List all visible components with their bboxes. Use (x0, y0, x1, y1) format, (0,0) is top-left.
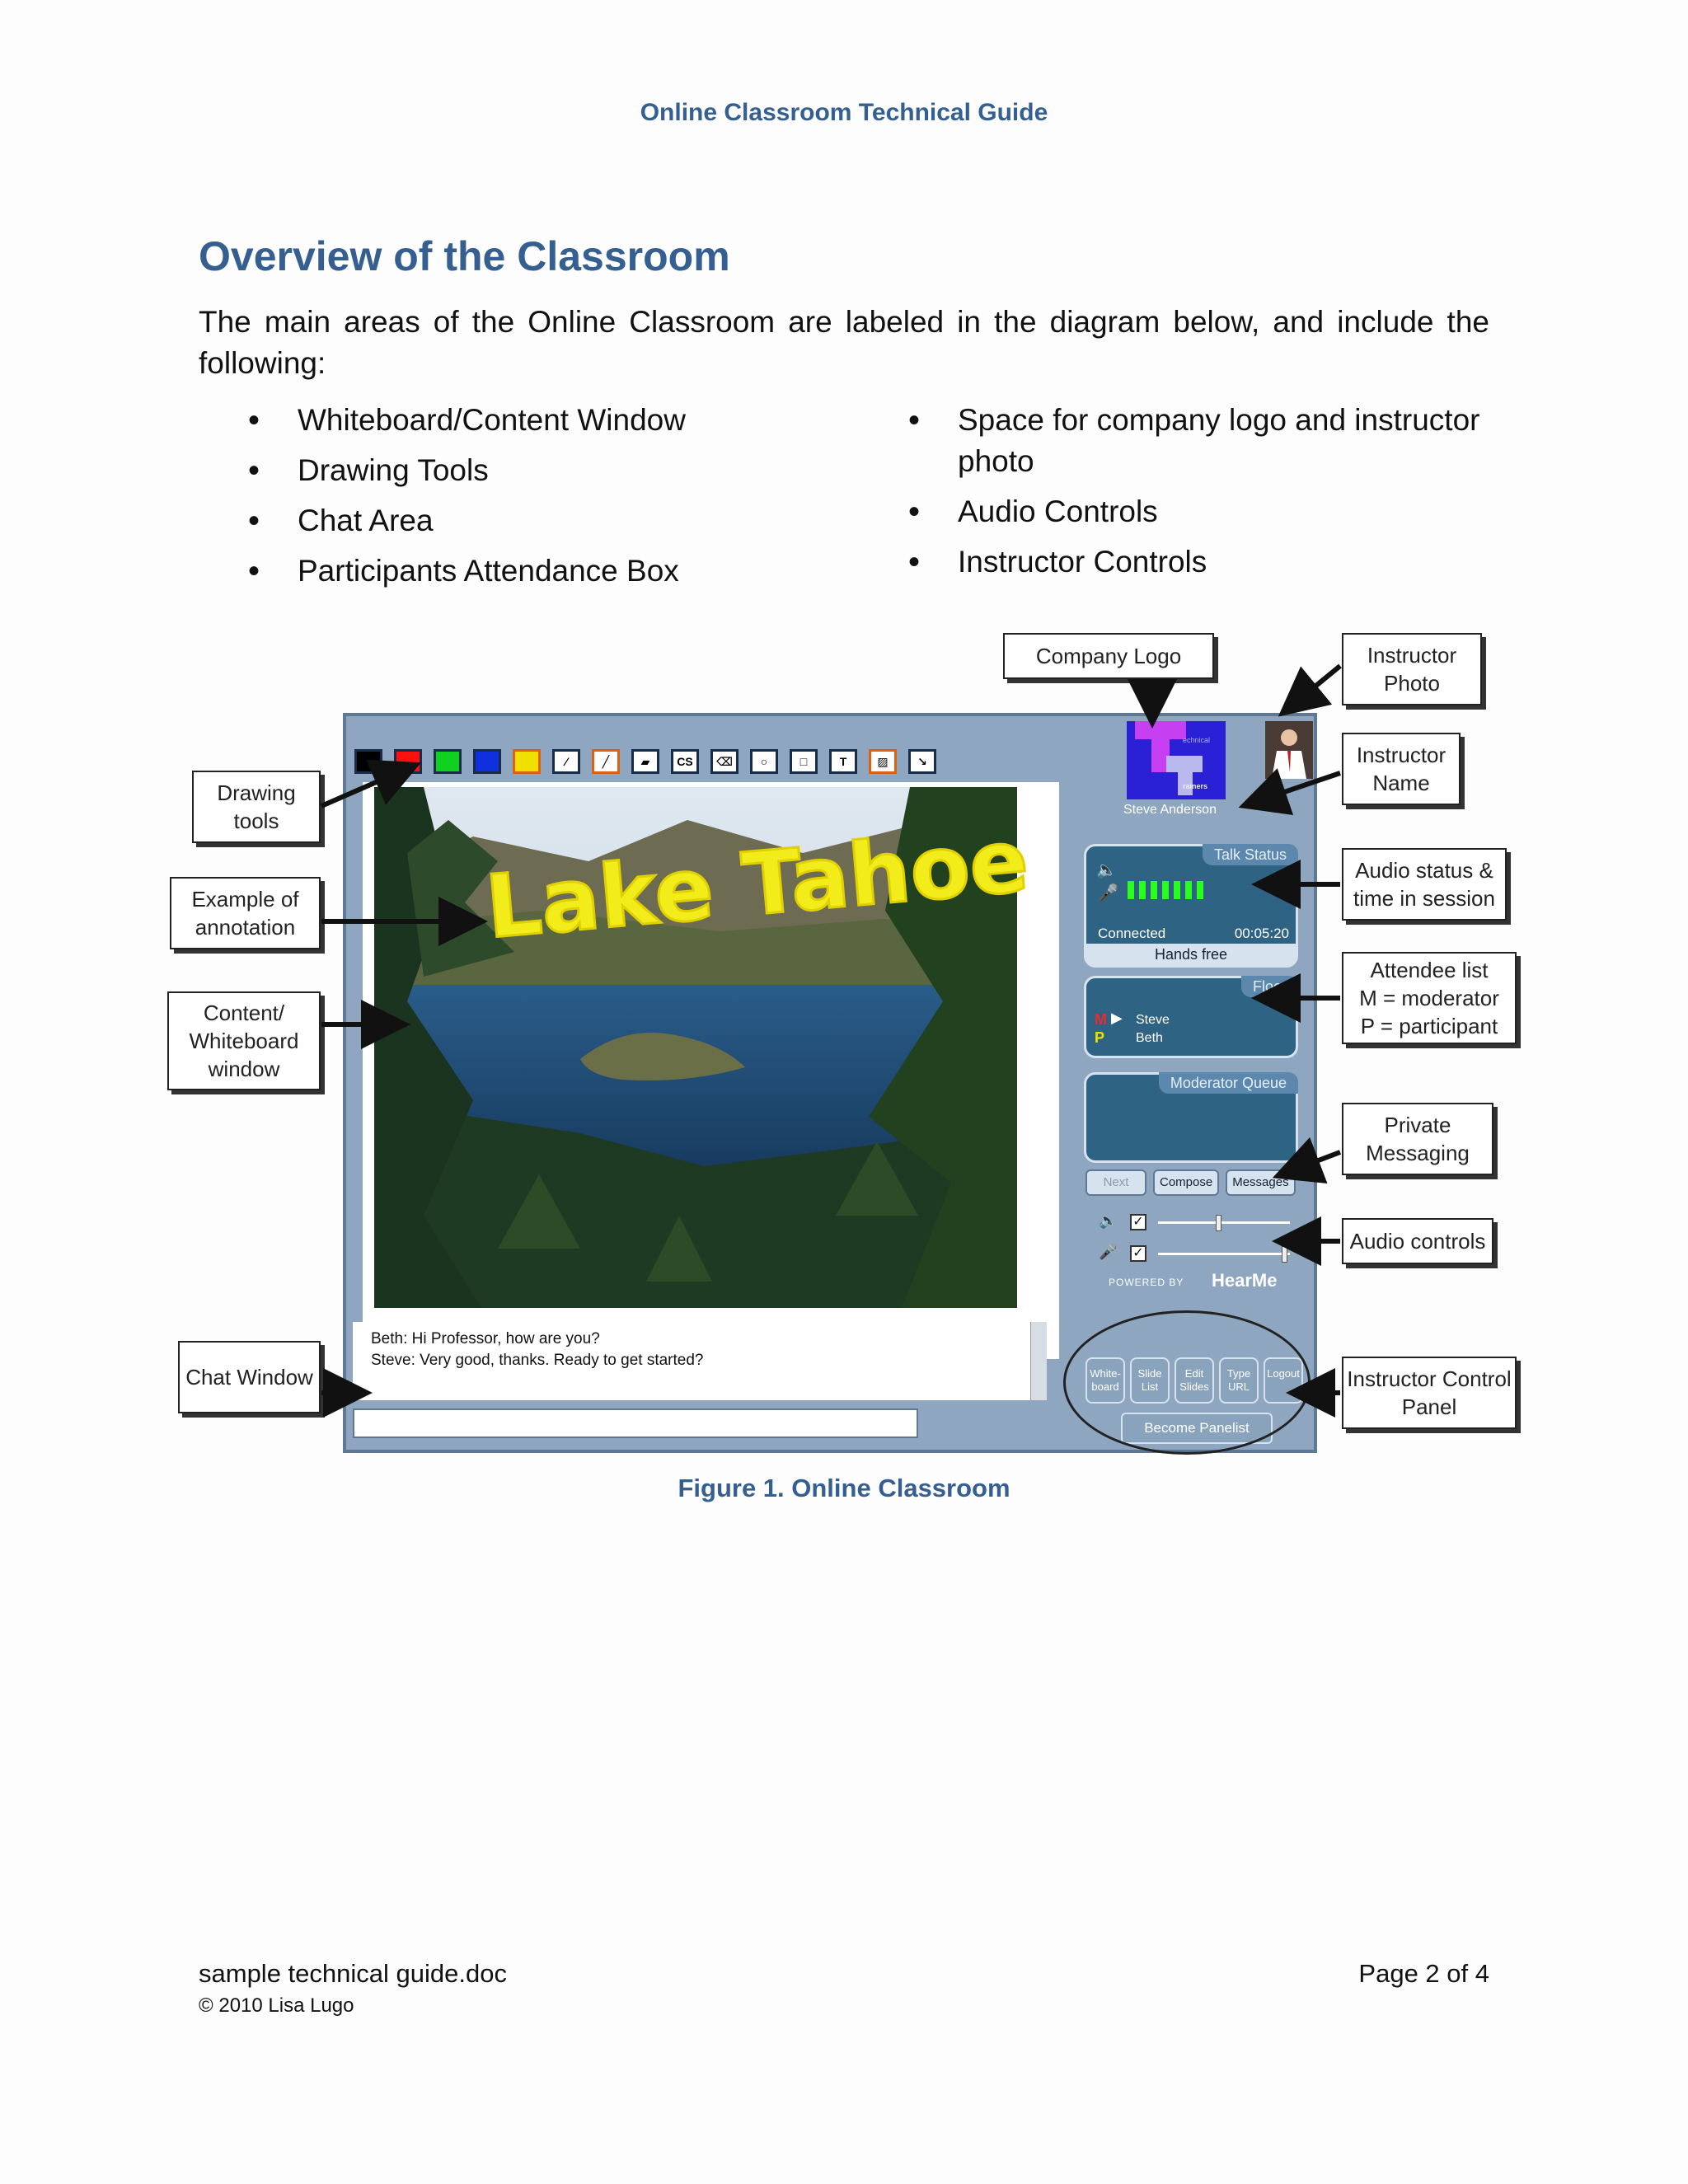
speaker-checkbox[interactable]: ✓ (1130, 1214, 1146, 1230)
chat-line: Beth: Hi Professor, how are you? (371, 1330, 600, 1347)
callout-content-window: Content/ Whiteboard window (167, 991, 321, 1090)
edit-slides-button[interactable]: Edit Slides (1175, 1357, 1214, 1404)
powered-by-label: POWERED BY (1109, 1277, 1184, 1288)
callout-annotation: Example of annotation (170, 877, 321, 949)
type-url-button[interactable]: Type URL (1219, 1357, 1259, 1404)
callout-instructor-photo: Instructor Photo (1342, 633, 1482, 705)
whiteboard-button[interactable]: White-board (1085, 1357, 1125, 1404)
bullet-item: • Drawing Tools (199, 450, 858, 491)
speaker-icon: 🔈 (1096, 861, 1117, 879)
attendee-item[interactable]: Beth (1136, 1031, 1163, 1045)
become-panelist-button[interactable]: Become Panelist (1121, 1413, 1273, 1444)
eraser-tool[interactable]: ⌫ (710, 749, 738, 774)
circle-tool[interactable]: ○ (750, 749, 778, 774)
mic-checkbox[interactable]: ✓ (1130, 1245, 1146, 1262)
clear-screen-tool[interactable]: CS (671, 749, 699, 774)
pen-medium-tool[interactable]: ╱ (592, 749, 620, 774)
floor-tab: Floor (1241, 976, 1298, 997)
participant-marker: P (1095, 1029, 1105, 1046)
footer-copyright: © 2010 Lisa Lugo (199, 1994, 354, 2017)
talk-mode[interactable]: Hands free (1086, 944, 1296, 965)
footer-filename: sample technical guide.doc (199, 1959, 507, 1988)
intro-paragraph: The main areas of the Online Classroom are labeled in the diagram below, and include the following: (199, 305, 1489, 380)
svg-text:Lake Tahoe: Lake Tahoe (481, 810, 1033, 958)
next-button[interactable]: Next (1085, 1169, 1146, 1196)
bullet-item: • Space for company logo and instructor photo (859, 400, 1493, 482)
section-title: Overview of the Classroom (199, 233, 730, 279)
pen-thin-tool[interactable]: ⁄ (552, 749, 580, 774)
bullet-item: • Chat Area (199, 500, 858, 541)
pointer-tool[interactable]: ↘ (908, 749, 936, 774)
figure-caption: Figure 1. Online Classroom (678, 1474, 1010, 1502)
pen-thick-tool[interactable]: ▰ (631, 749, 659, 774)
callout-audio-controls: Audio controls (1342, 1218, 1493, 1264)
page-header: Online Classroom Technical Guide (640, 99, 1048, 126)
callout-attendee-list: Attendee list M = moderator P = participant (1342, 952, 1517, 1044)
microphone-icon: 🎤 (1098, 884, 1118, 902)
text-tool[interactable]: T (829, 749, 857, 774)
moderator-marker: M (1095, 1011, 1107, 1028)
chat-line: Steve: Very good, thanks. Ready to get started? (371, 1352, 704, 1369)
logout-button[interactable]: Logout (1264, 1357, 1303, 1404)
rectangle-tool[interactable]: □ (790, 749, 818, 774)
slide-list-button[interactable]: Slide List (1130, 1357, 1170, 1404)
compose-button[interactable]: Compose (1153, 1169, 1219, 1196)
messages-button[interactable]: Messages (1226, 1169, 1295, 1196)
callout-instructor-panel: Instructor Control Panel (1342, 1357, 1517, 1429)
bullet-item: • Instructor Controls (859, 541, 1493, 583)
attendee-item[interactable]: Steve (1136, 1013, 1170, 1027)
speaker-icon: 🔈 (1099, 1212, 1118, 1229)
bullet-item: • Whiteboard/Content Window (199, 400, 858, 441)
company-logo: echnical rainers (1127, 721, 1226, 799)
instructor-name: Steve Anderson (1123, 803, 1217, 817)
hearme-logo: HearMe (1212, 1270, 1278, 1291)
talk-status-tab: Talk Status (1203, 844, 1298, 865)
moderator-queue-tab: Moderator Queue (1159, 1072, 1298, 1094)
footer-page-number: Page 2 of 4 (1358, 1959, 1489, 1988)
highlighter-tool[interactable]: ▨ (869, 749, 897, 774)
play-icon: ▶ (1111, 1010, 1123, 1026)
bullet-item: • Participants Attendance Box (199, 551, 858, 592)
callout-drawing-tools: Drawing tools (192, 771, 321, 843)
callout-company-logo: Company Logo (1003, 633, 1214, 679)
connection-status: Connected (1098, 926, 1166, 941)
session-time: 00:05:20 (1234, 926, 1289, 941)
callout-audio-status: Audio status & time in session (1342, 848, 1507, 921)
microphone-icon: 🎤 (1099, 1244, 1118, 1260)
callout-chat-window: Chat Window (178, 1341, 321, 1413)
callout-private-messaging: Private Messaging (1342, 1103, 1493, 1175)
callout-instructor-name: Instructor Name (1342, 733, 1461, 805)
bullet-item: • Audio Controls (859, 491, 1493, 532)
